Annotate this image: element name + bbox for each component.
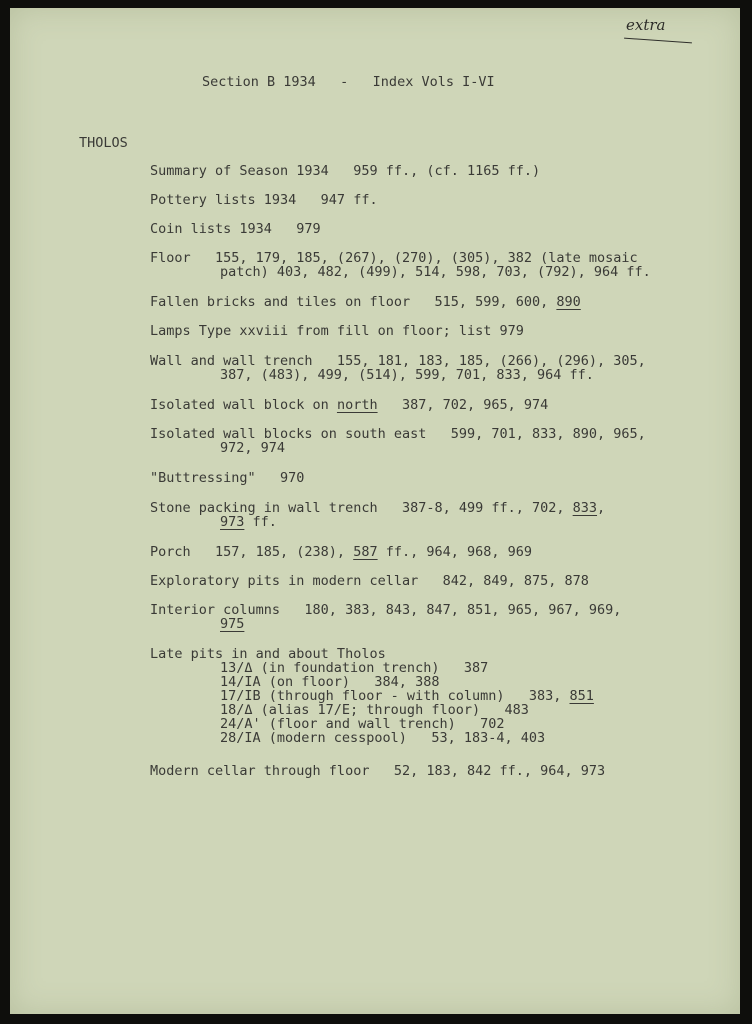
section-heading: THOLOS bbox=[79, 135, 128, 151]
late-pit-6: 28/IA (modern cesspool) 53, 183-4, 403 bbox=[220, 730, 546, 746]
entry-porch bbox=[150, 545, 532, 560]
entry-stone-text: Stone packing in wall trench 387-8, 499 ff., 702, bbox=[150, 500, 573, 516]
entry-lamps: Lamps Type xxviii from fill on floor; list 979 bbox=[150, 323, 524, 339]
late-pit-1: 13/Δ (in foundation trench) 387 bbox=[220, 660, 489, 676]
entry-floor-line-1: Floor 155, 179, 185, (267), (270), (305), 382 (late mosaic bbox=[150, 250, 638, 266]
entry-interior-line-2 bbox=[220, 617, 244, 632]
entry-stone-line-1 bbox=[150, 501, 605, 516]
entry-stone-comma: , bbox=[597, 500, 606, 516]
entry-isolated-north-text: Isolated wall block on bbox=[150, 397, 337, 413]
annotation-underline bbox=[624, 38, 692, 44]
entry-fallen-underlined: 890 bbox=[556, 294, 581, 310]
entry-stone-ff: ff. bbox=[244, 514, 277, 530]
handwritten-annotation: extra bbox=[626, 16, 666, 34]
entry-buttressing: "Buttressing" 970 bbox=[150, 470, 305, 486]
late-pit-2: 14/IA (on floor) 384, 388 bbox=[220, 674, 440, 690]
entry-summary: Summary of Season 1934 959 ff., (cf. 1165 ff.) bbox=[150, 163, 541, 179]
entry-stone-underlined-2: 973 bbox=[220, 514, 245, 530]
entry-porch-text: Porch 157, 185, (238), bbox=[150, 544, 354, 560]
entry-stone-underlined-1: 833 bbox=[572, 500, 598, 516]
entry-porch-underlined: 587 bbox=[353, 544, 378, 560]
entry-stone-line-2 bbox=[220, 515, 277, 530]
entry-wall-line-2: 387, (483), 499, (514), 599, 701, 833, 964 ff. bbox=[220, 367, 594, 383]
entry-modern-cellar: Modern cellar through floor 52, 183, 842 ff., 964, 973 bbox=[150, 763, 606, 779]
late-pit-5: 24/A' (floor and wall trench) 702 bbox=[220, 716, 505, 732]
late-pit-3-text: 17/IB (through floor - with column) 383, bbox=[220, 688, 570, 704]
entry-fallen-text: Fallen bricks and tiles on floor 515, 599, 600, bbox=[150, 294, 557, 310]
entry-coin: Coin lists 1934 979 bbox=[150, 221, 321, 237]
entry-isolated-north-underlined: north bbox=[336, 397, 378, 413]
entry-exploratory: Exploratory pits in modern cellar 842, 849, 875, 878 bbox=[150, 573, 589, 589]
page-title: Section B 1934 - Index Vols I-VI bbox=[202, 74, 495, 90]
entry-floor-line-2: patch) 403, 482, (499), 514, 598, 703, (792), 964 ff. bbox=[220, 264, 651, 280]
entry-late-pits-heading: Late pits in and about Tholos bbox=[150, 646, 386, 662]
entry-interior-line-1: Interior columns 180, 383, 843, 847, 851, 965, 967, 969, bbox=[150, 602, 622, 618]
entry-porch-refs: ff., 964, 968, 969 bbox=[377, 544, 533, 560]
entry-pottery: Pottery lists 1934 947 ff. bbox=[150, 192, 378, 208]
entry-fallen bbox=[150, 295, 581, 310]
document-page bbox=[10, 8, 740, 1014]
entry-isolated-se-line-1: Isolated wall blocks on south east 599, 701, 833, 890, 965, bbox=[150, 426, 646, 442]
late-pit-3-underlined: 851 bbox=[569, 688, 594, 704]
entry-isolated-se-line-2: 972, 974 bbox=[220, 440, 286, 456]
late-pit-4: 18/Δ (alias 17/E; through floor) 483 bbox=[220, 702, 529, 718]
entry-isolated-north-refs: 387, 702, 965, 974 bbox=[377, 397, 549, 413]
entry-interior-underlined: 975 bbox=[220, 616, 245, 632]
entry-wall-line-1: Wall and wall trench 155, 181, 183, 185, (266), (296), 305, bbox=[150, 353, 646, 369]
entry-isolated-north bbox=[150, 398, 548, 413]
